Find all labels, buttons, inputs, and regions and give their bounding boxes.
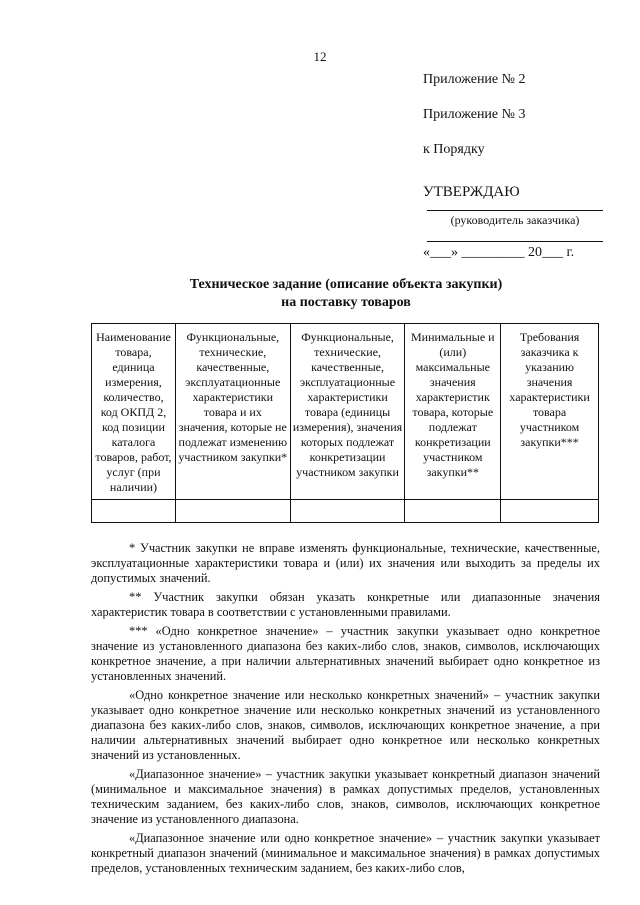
definition-one-or-several-values: «Одно конкретное значение или несколько конкретных значений» – участник закупки указывает одно конкретное значение или несколько конкретных значений из установленного диапазона без каких-либо слов, знаков, символов, исключающих конкретное значение, а при наличии альтернативных значений выбирает одно конкретное или несколько конкретных значений из установленных.: [91, 688, 600, 762]
footnote-1: * Участник закупки не вправе изменять функциональные, технические, качественные, эксплуатационные характеристики товара и (или) их значения или выходить за пределы их допустимых значений.: [91, 541, 600, 585]
table-cell: [92, 500, 176, 523]
table-header-row: [92, 324, 599, 500]
specification-table: [91, 323, 599, 523]
signature-caption: (руководитель заказчика): [450, 213, 580, 227]
to-order-label: к Порядку: [423, 142, 485, 157]
signature-line-2: [427, 241, 603, 242]
footnotes: [91, 541, 600, 880]
page-number: 12: [313, 49, 327, 64]
title-line-2: на поставку товаров: [281, 295, 411, 310]
approve-label: УТВЕРЖДАЮ: [423, 184, 520, 200]
footnote-3: *** «Одно конкретное значение» – участник закупки указывает одно конкретное значение из установленного диапазона без каких-либо слов, знаков, символов, исключающих конкретное значение, а при наличии альтернативных значений выбирает одно конкретное из установленных значений.: [91, 624, 600, 683]
table-cell: [501, 500, 599, 523]
definition-range-value: «Диапазонное значение» – участник закупки указывает конкретный диапазон значений (минимальное и максимальное значения) в рамках допустимых пределов, установленных техническим заданием, без каких-либо слов, знаков, символов, исключающих конкретное значение из установленного диапазона.: [91, 767, 600, 826]
table-row: [92, 500, 599, 523]
date-line: «___» _________ 20___ г.: [423, 245, 575, 260]
table-cell: [405, 500, 501, 523]
appendix-3-label: Приложение № 3: [423, 107, 526, 122]
definition-range-or-one-value: «Диапазонное значение или одно конкретное значение» – участник закупки указывает конкретный диапазон значений (минимальное и максимальное значения) в рамках допустимых пределов, установленных техническим заданием, без каких-либо слов,: [91, 831, 600, 875]
header-cell-fixed-characteristics: Функциональные, технические, качественные, эксплуатационные характеристики товара и их значения, которые не подлежат изменению участником закупки*: [175, 324, 290, 500]
header-cell-name: Наименование товара, единица измерения, количество, код ОКПД 2, код позиции каталога товаров, работ, услуг (при наличии): [92, 324, 176, 500]
signature-line: [427, 210, 603, 211]
table-cell: [175, 500, 290, 523]
footnote-2: ** Участник закупки обязан указать конкретные или диапазонные значения характеристик товара в соответствии с установленными правилами.: [91, 590, 600, 619]
appendix-2-label: Приложение № 2: [423, 72, 526, 87]
title-line-1: Техническое задание (описание объекта закупки): [189, 277, 503, 292]
document-title: [0, 276, 640, 312]
header-cell-concretized-characteristics: Функциональные, технические, качественные, эксплуатационные характеристики товара (единицы измерения), значения которых подлежат конкретизации участником закупки: [290, 324, 405, 500]
header-cell-min-max-values: Минимальные и (или) максимальные значения характеристик товара, которые подлежат конкретизации участником закупки**: [405, 324, 501, 500]
table-cell: [290, 500, 405, 523]
header-cell-customer-requirements: Требования заказчика к указанию значения характеристики товара участником закупки***: [501, 324, 599, 500]
